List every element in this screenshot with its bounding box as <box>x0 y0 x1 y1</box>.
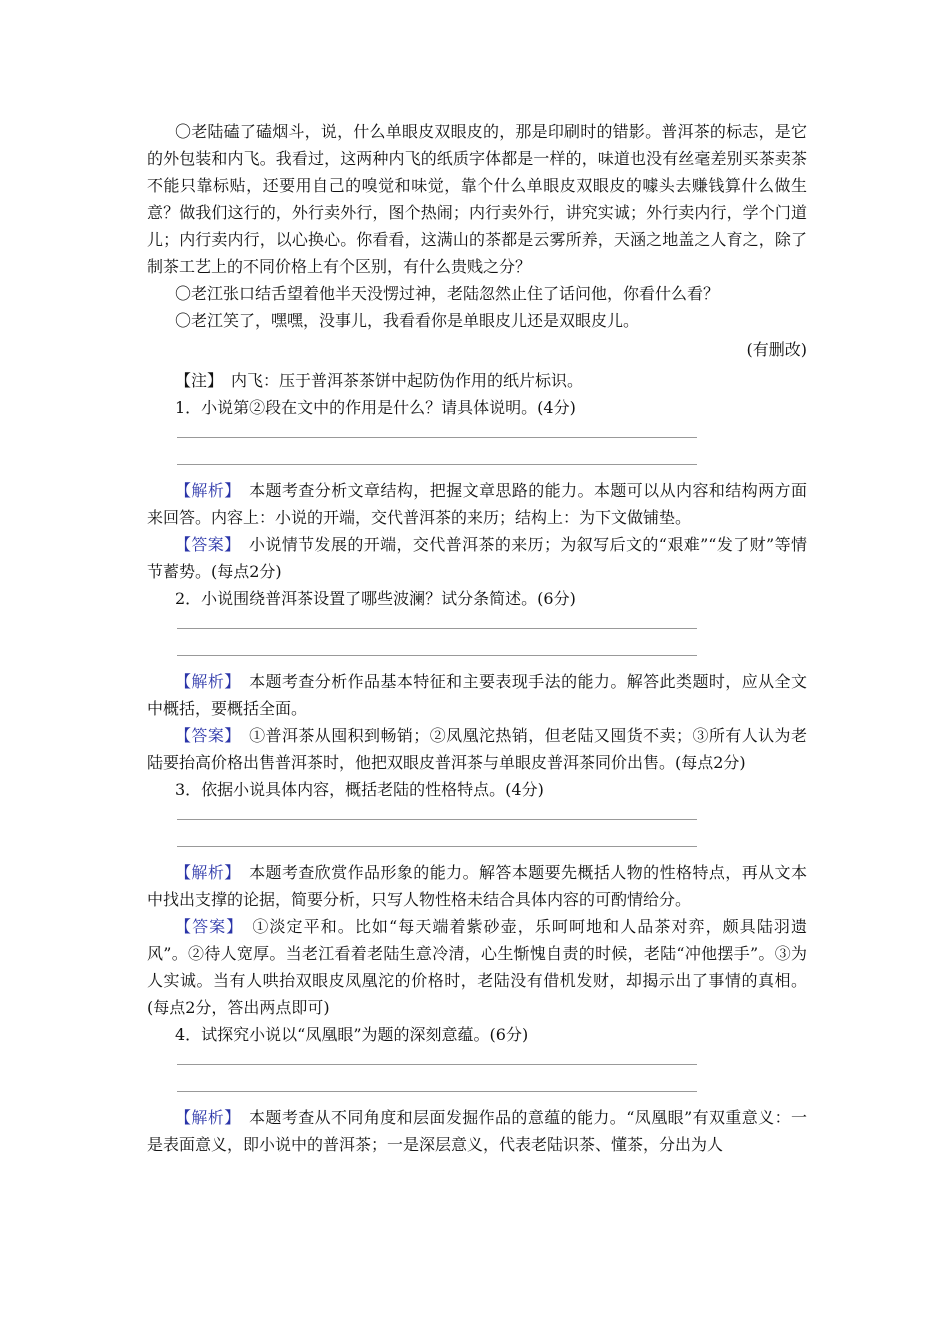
answer-line <box>177 1064 697 1065</box>
answer-lines-4 <box>147 1048 807 1104</box>
answer-line <box>177 846 697 847</box>
answer-line <box>177 628 697 629</box>
answer-text: 小说情节发展的开端，交代普洱茶的来历；为叙写后文的“艰难”“发了财”等情节蓄势。(每点2分) <box>147 535 807 581</box>
question-3: 3．依据小说具体内容，概括老陆的性格特点。(4分) <box>175 780 544 799</box>
question-4: 4．试探究小说以“凤凰眼”为题的深刻意蕴。(6分) <box>175 1025 529 1044</box>
answer-tag: 【答案】 <box>175 535 233 554</box>
question-1: 1．小说第②段在文中的作用是什么？请具体说明。(4分) <box>175 398 576 417</box>
passage-paragraph-2: 〇老江张口结舌望着他半天没愣过神，老陆忽然止住了话问他，你看什么看？ <box>175 284 720 303</box>
answer-tag: 【答案】 <box>175 726 233 745</box>
source-note: (有删改) <box>746 340 807 359</box>
analysis-text: 本题考查从不同角度和层面发掘作品的意蕴的能力。“凤凰眼”有双重意义：一是表面意义，即小说中的普洱茶；一是深层意义，代表老陆识茶、懂茶，分出为人 <box>147 1108 807 1154</box>
analysis-1 <box>147 477 807 531</box>
footnote <box>147 367 807 394</box>
answer-line <box>177 655 697 656</box>
passage-paragraph-3: 〇老江笑了，嘿嘿，没事儿，我看看你是单眼皮儿还是双眼皮儿。 <box>175 311 640 330</box>
answer-3 <box>147 913 807 1021</box>
answer-line <box>177 819 697 820</box>
answer-1 <box>147 531 807 585</box>
analysis-tag: 【解析】 <box>175 672 233 691</box>
analysis-text: 本题考查分析作品基本特征和主要表现手法的能力。解答此类题时，应从全文中概括，要概括全面。 <box>147 672 807 718</box>
passage-paragraph-1: 〇老陆磕了磕烟斗，说，什么单眼皮双眼皮的，那是印刷时的错影。普洱茶的标志，是它的外包装和内飞。我看过，这两种内飞的纸质字体都是一样的，味道也没有丝毫差别买茶卖茶不能只靠标贴，还要用自己的嗅觉和味觉，靠个什么单眼皮双眼皮的噱头去赚钱算什么做生意？做我们这行的，外行卖外行，图个热闹；内行卖外行，讲究实诚；外行卖内行，学个门道儿；内行卖内行，以心换心。你看看，这满山的茶都是云雾所养，天涵之地盖之人育之，除了制茶工艺上的不同价格上有个区别，有什么贵贱之分？ <box>147 122 807 276</box>
analysis-text: 本题考查欣赏作品形象的能力。解答本题要先概括人物的性格特点，再从文本中找出支撑的论据，简要分析，只写人物性格未结合具体内容的可酌情给分。 <box>147 863 807 909</box>
analysis-2 <box>147 668 807 722</box>
question-2: 2．小说围绕普洱茶设置了哪些波澜？试分条简述。(6分) <box>175 589 576 608</box>
analysis-text: 本题考查分析文章结构，把握文章思路的能力。本题可以从内容和结构两方面来回答。内容上：小说的开端，交代普洱茶的来历；结构上：为下文做铺垫。 <box>147 481 807 527</box>
answer-2 <box>147 722 807 776</box>
answer-text: ①普洱茶从囤积到畅销；②凤凰沱热销，但老陆又囤货不卖；③所有人认为老陆要抬高价格出售普洱茶时，他把双眼皮普洱茶与单眼皮普洱茶同价出售。(每点2分) <box>147 726 807 772</box>
answer-line <box>177 437 697 438</box>
analysis-4 <box>147 1104 807 1158</box>
analysis-3 <box>147 859 807 913</box>
answer-lines-2 <box>147 612 807 668</box>
analysis-tag: 【解析】 <box>175 1108 233 1127</box>
answer-lines-3 <box>147 803 807 859</box>
answer-text: ①淡定平和。比如“每天端着紫砂壶，乐呵呵地和人品茶对弈，颇具陆羽遗风”。②待人宽厚。当老江看着老陆生意冷清，心生惭愧自责的时候，老陆“冲他摆手”。③为人实诚。当有人哄抬双眼皮凤凰沱的价格时，老陆没有借机发财，却揭示出了事情的真相。(每点2分，答出两点即可) <box>147 917 807 1017</box>
answer-line <box>177 464 697 465</box>
document-page <box>147 118 807 1158</box>
footnote-tag: 【注】 <box>175 371 216 390</box>
answer-tag: 【答案】 <box>175 917 236 936</box>
analysis-tag: 【解析】 <box>175 481 233 500</box>
answer-lines-1 <box>147 421 807 477</box>
footnote-text: 内飞：压于普洱茶茶饼中起防伪作用的纸片标识。 <box>231 371 584 390</box>
analysis-tag: 【解析】 <box>175 863 233 882</box>
answer-line <box>177 1091 697 1092</box>
